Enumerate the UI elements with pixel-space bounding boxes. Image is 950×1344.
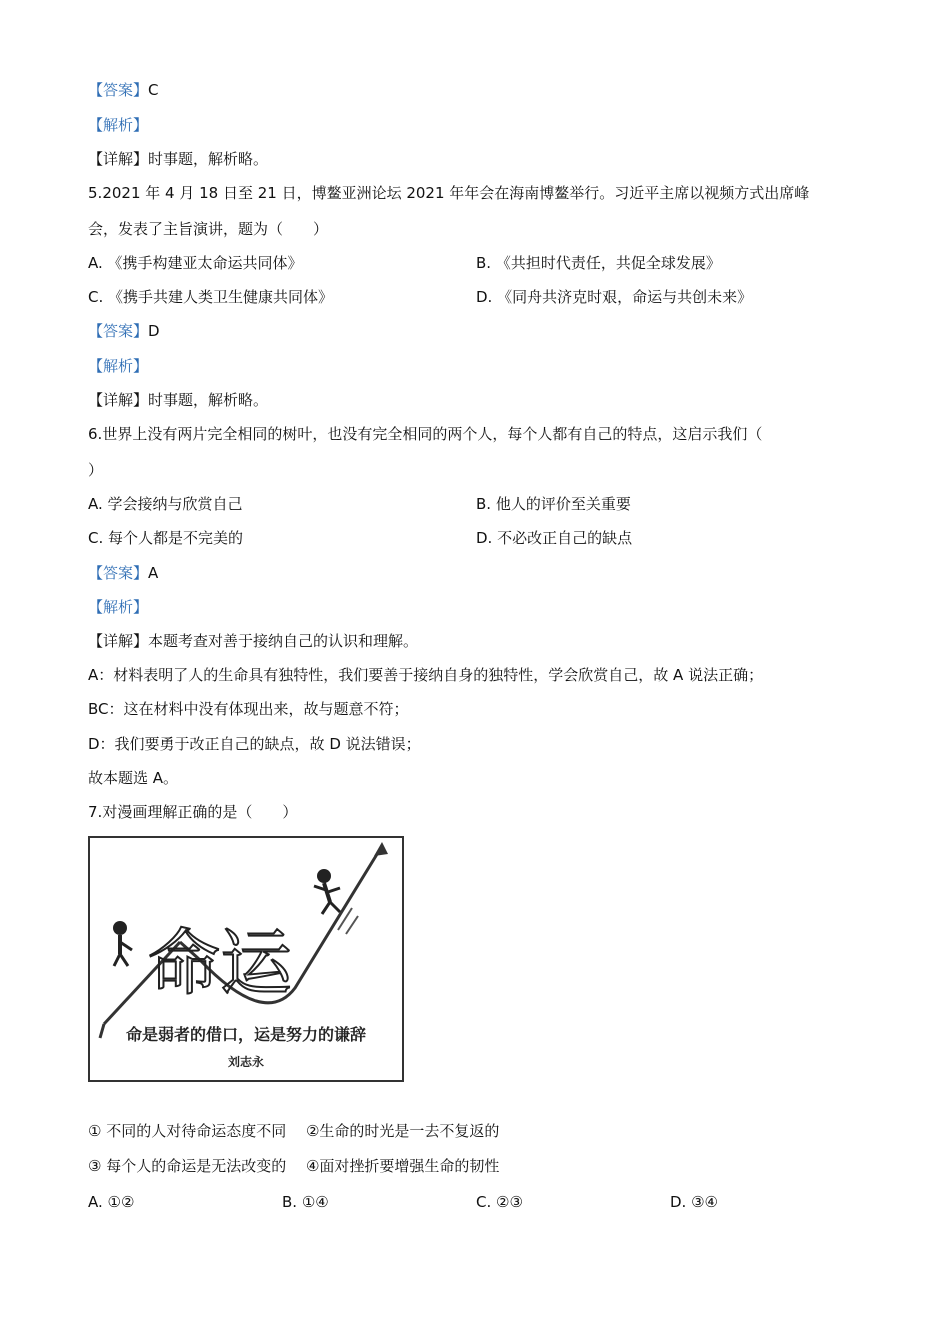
q6-stem-line2: ）	[88, 461, 104, 479]
answer-value: A	[148, 564, 159, 582]
cartoon-figure	[88, 836, 404, 1082]
answer-tag: 【答案】	[88, 81, 149, 99]
q6-explain-line: 故本题选 A。	[88, 769, 179, 787]
q6-analysis-tag: 【解析】	[88, 598, 149, 616]
q6-option-a: A. 学会接纳与欣赏自己	[88, 495, 243, 513]
q7-stem-line	[88, 802, 297, 822]
q5-answer-line	[88, 321, 160, 341]
q5-detail-line	[88, 390, 268, 410]
climber-figure-left-icon	[113, 921, 132, 966]
answer-tag: 【答案】	[88, 322, 149, 340]
q6-stem-line1	[88, 424, 762, 444]
detail-text: 时事题，解析略。	[148, 391, 269, 409]
cartoon-caption: 命是弱者的借口，运是努力的谦辞	[125, 1025, 367, 1044]
q6-explain-line: A：材料表明了人的生命具有独特性，我们要善于接纳自身的独特性，学会欣赏自己，故 A 说法正确；	[88, 666, 764, 684]
question-stem: 2021 年 4 月 18 日至 21 日，博鳌亚洲论坛 2021 年年会在海南博鳌举行。习近平主席以视频方式出席峰	[102, 184, 810, 202]
answer-value: D	[148, 322, 160, 340]
q5-analysis-tag: 【解析】	[88, 357, 149, 375]
q7-statements-line: ③ 每个人的命运是无法改变的 ④面对挫折要增强生命的韧性	[88, 1157, 500, 1175]
q6-option-b: B. 他人的评价至关重要	[476, 495, 631, 513]
cartoon-author: 刘志永	[227, 1055, 265, 1069]
detail-tag: 【详解】	[88, 150, 149, 168]
q7-statements-line: ① 不同的人对待命运态度不同 ②生命的时光是一去不复返的	[88, 1122, 500, 1140]
question-number: 5.	[88, 184, 103, 202]
arrow-head-icon	[374, 842, 388, 856]
answer-tag: 【答案】	[88, 564, 149, 582]
q5-option-b: B. 《共担时代责任，共促全球发展》	[476, 254, 721, 272]
q6-option-d: D. 不必改正自己的缺点	[476, 529, 633, 547]
detail-text: 时事题，解析略。	[148, 150, 269, 168]
detail-text: 本题考查对善于接纳自己的认识和理解。	[148, 632, 419, 650]
q6-explain-line: D：我们要勇于改正自己的缺点，故 D 说法错误；	[88, 735, 421, 753]
q5-stem-line1	[88, 183, 809, 203]
cartoon-big-text: 命运	[148, 921, 293, 1005]
q6-option-c: C. 每个人都是不完美的	[88, 529, 244, 547]
q4-analysis-tag: 【解析】	[88, 116, 149, 134]
detail-tag: 【详解】	[88, 391, 149, 409]
q7-option-a: A. ①②	[88, 1193, 135, 1211]
q6-answer-line	[88, 563, 158, 583]
q5-stem-line2: 会，发表了主旨演讲，题为（ ）	[88, 220, 329, 238]
q6-explain-line: BC：这在材料中没有体现出来，故与题意不符；	[88, 700, 409, 718]
q4-answer-line	[88, 80, 159, 100]
q7-option-b: B. ①④	[282, 1193, 329, 1211]
question-stem: 对漫画理解正确的是（ ）	[102, 803, 298, 821]
detail-tag: 【详解】	[88, 632, 149, 650]
climber-figure-right-icon	[314, 869, 340, 914]
cartoon-drawing	[90, 838, 402, 1080]
q6-detail-line	[88, 631, 418, 651]
arrow-tail	[100, 1024, 104, 1038]
q7-option-d: D. ③④	[670, 1193, 719, 1211]
q5-option-c: C. 《携手共建人类卫生健康共同体》	[88, 288, 334, 306]
q4-detail-line	[88, 149, 268, 169]
question-stem: 世界上没有两片完全相同的树叶，也没有完全相同的两个人，每个人都有自己的特点，这启示我们（	[102, 425, 763, 443]
q5-option-a: A. 《携手构建亚太命运共同体》	[88, 254, 303, 272]
question-number: 7.	[88, 803, 103, 821]
question-number: 6.	[88, 425, 103, 443]
q7-option-c: C. ②③	[476, 1193, 523, 1211]
answer-value: C	[148, 81, 159, 99]
q5-option-d: D. 《同舟共济克时艰，命运与共创未来》	[476, 288, 753, 306]
